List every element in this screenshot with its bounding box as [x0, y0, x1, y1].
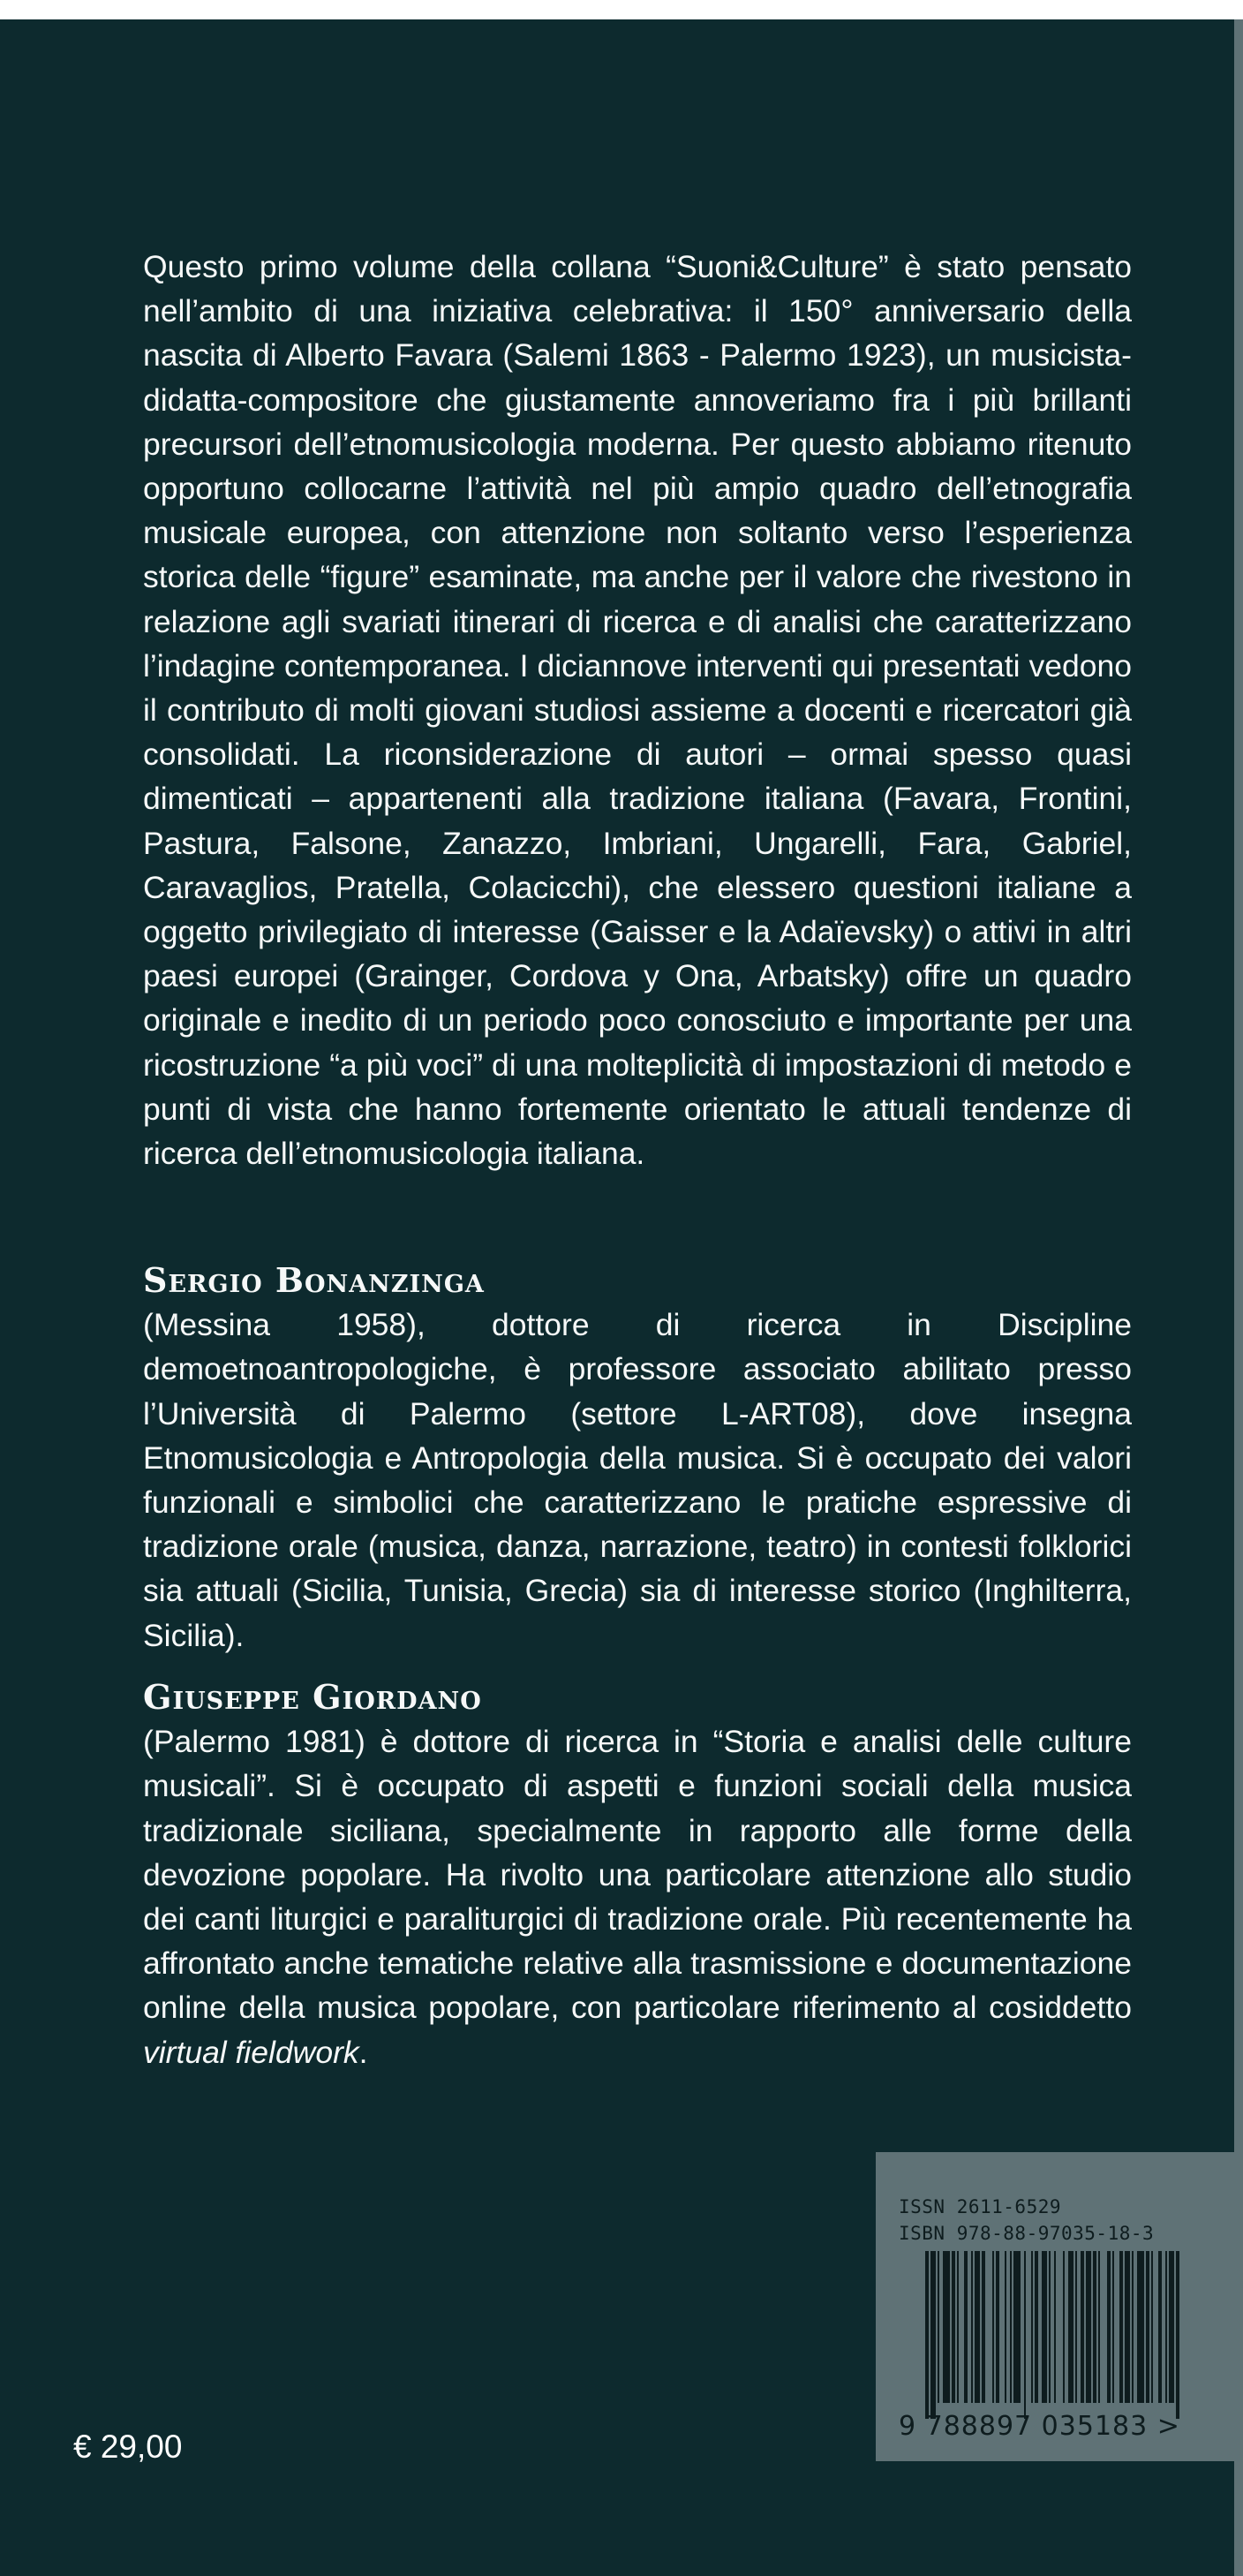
- barcode-bar: [971, 2251, 973, 2403]
- author-bio-text: [143, 1724, 1132, 2069]
- barcode-bar: [1125, 2251, 1130, 2403]
- barcode-bar: [1068, 2251, 1074, 2403]
- barcode-bar: [952, 2251, 955, 2403]
- book-blurb: Questo primo volume della collana “Suoni&Culture” è stato pensato nell’ambito di una iniziativa celebrativa: il 150° anniversario della nascita di Alberto Favara (Salemi 1863 - Palermo 1923), un musicista-didatta-compositore che giustamente annoveriamo fra i più brillanti precursori dell’etnomusicologia moderna. Per questo abbiamo ritenuto opportuno collocarne l’attività nel più ampio quadro dell’etnografia musicale europea, con attenzione non soltanto verso l’esperienza storica delle “figure” esaminate, ma anche per il valore che rivestono in relazione agli svariati itinerari di ricerca e di analisi che caratterizzano l’indagine contemporanea. I diciannove interventi qui presentati vedono il contributo di molti giovani studiosi assieme a docenti e ricercatori già consolidati. La riconsiderazione di autori – ormai spesso quasi dimenticati – appartenenti alla tradizione italiana (Favara, Frontini, Pastura, Falsone, Zanazzo, Imbriani, Ungarelli, Fara, Gabriel, Caravaglios, Pratella, Colacicchi), che elessero questioni italiane a oggetto privilegiato di interesse (Gaisser e la Adaïevsky) o attivi in altri paesi europei (Grainger, Cordova y Ona, Arbatsky) offre un quadro originale e inedito di un periodo poco conosciuto e importante per una ricostruzione “a più voci” di una molteplicità di impostazioni di metodo e punti di vista che hanno fortemente orientato le attuali tendenze di ricerca dell’etnomusicologia italiana.: [143, 249, 1132, 1172]
- barcode-bar: [930, 2251, 936, 2419]
- barcode-bar: [1151, 2251, 1153, 2403]
- barcode-bar: [1176, 2251, 1179, 2419]
- barcode-bar: [1035, 2251, 1038, 2403]
- barcode-bar: [1075, 2251, 1077, 2403]
- barcode-bar: [943, 2251, 950, 2403]
- barcode-bar: [1010, 2251, 1012, 2403]
- author-name: Sergio Bonanzinga: [143, 1260, 485, 1300]
- barcode-bar: [1049, 2251, 1051, 2403]
- author-bio-main: (Palermo 1981) è dottore di ricerca in “Storia e analisi delle culture musicali”. Si è occupato di aspetti e funzioni sociali della musica tradizionale siciliana, specialmente in rapporto alle forme della devozione popolare. Ha rivolto una particolare attenzione allo studio dei canti liturgici e paraliturgici di tradizione orale. Più recentemente ha affrontato anche tematiche relative alla trasmissione e documentazione online della musica popolare, con particolare riferimento al cosiddetto: [143, 1724, 1132, 2026]
- barcode-bar: [1093, 2251, 1096, 2403]
- barcode-bar: [1086, 2251, 1091, 2403]
- barcode-bar: [992, 2251, 994, 2403]
- author-name: Giuseppe Giordano: [143, 1677, 482, 1717]
- barcode-bar: [1054, 2251, 1056, 2403]
- barcode-bar: [1165, 2251, 1167, 2403]
- barcode-bar: [1042, 2251, 1047, 2403]
- barcode-bar: [1013, 2251, 1021, 2403]
- isbn-code: ISBN 978-88-97035-18-3: [899, 2223, 1155, 2244]
- author-bio-bonanzinga: [143, 1258, 1132, 1658]
- isbn-barcode-panel: [876, 2152, 1234, 2461]
- barcode-bar: [1169, 2251, 1174, 2403]
- barcode-bar: [1137, 2251, 1144, 2403]
- barcode-bar: [1081, 2251, 1084, 2403]
- barcode-bar: [975, 2251, 980, 2403]
- barcode-bar: [1024, 2251, 1026, 2419]
- barcode-bar: [938, 2251, 939, 2403]
- barcode-bar: [925, 2251, 929, 2419]
- barcode-bar: [1063, 2251, 1065, 2403]
- barcode-bar: [1158, 2251, 1162, 2403]
- barcode-digits: 9 788897 035183 >: [899, 2411, 1180, 2442]
- barcode-icon: [925, 2251, 1181, 2419]
- barcode-bar: [1005, 2251, 1006, 2403]
- author-bio-text: (Messina 1958), dottore di ricerca in Discipline demoetnoantropologiche, è professore associato abilitato presso l’Università di Palermo (settore L-ART08), dove insegna Etnomusicologia e Antropologia della musica. Si è occupato dei valori funzionali e simbolici che caratterizzano le pratiche espressive di tradizione orale (musica, danza, narrazione, teatro) in contesti folklorici sia attuali (Sicilia, Tunisia, Grecia) sia di interesse storico (Inghilterra, Sicilia).: [143, 1307, 1132, 1653]
- author-bio-giordano: [143, 1675, 1132, 2074]
- barcode-bar: [1119, 2251, 1123, 2403]
- author-bio-italic-term: virtual fieldwork: [143, 2034, 359, 2070]
- barcode-bar: [1107, 2251, 1111, 2403]
- barcode-bar: [1031, 2251, 1033, 2403]
- author-bio-end: .: [358, 2034, 368, 2070]
- barcode-bar: [996, 2251, 999, 2403]
- barcode-bar: [964, 2251, 968, 2403]
- barcode-bar: [982, 2251, 985, 2403]
- price-label: € 29,00: [73, 2429, 183, 2465]
- barcode-bar: [1098, 2251, 1100, 2403]
- barcode-bar: [957, 2251, 959, 2403]
- barcode-bar: [1146, 2251, 1149, 2403]
- barcode-bar: [1112, 2251, 1114, 2403]
- barcode-bar: [1132, 2251, 1134, 2403]
- spine-edge: [1234, 19, 1243, 2576]
- issn-code: ISSN 2611-6529: [899, 2196, 1062, 2217]
